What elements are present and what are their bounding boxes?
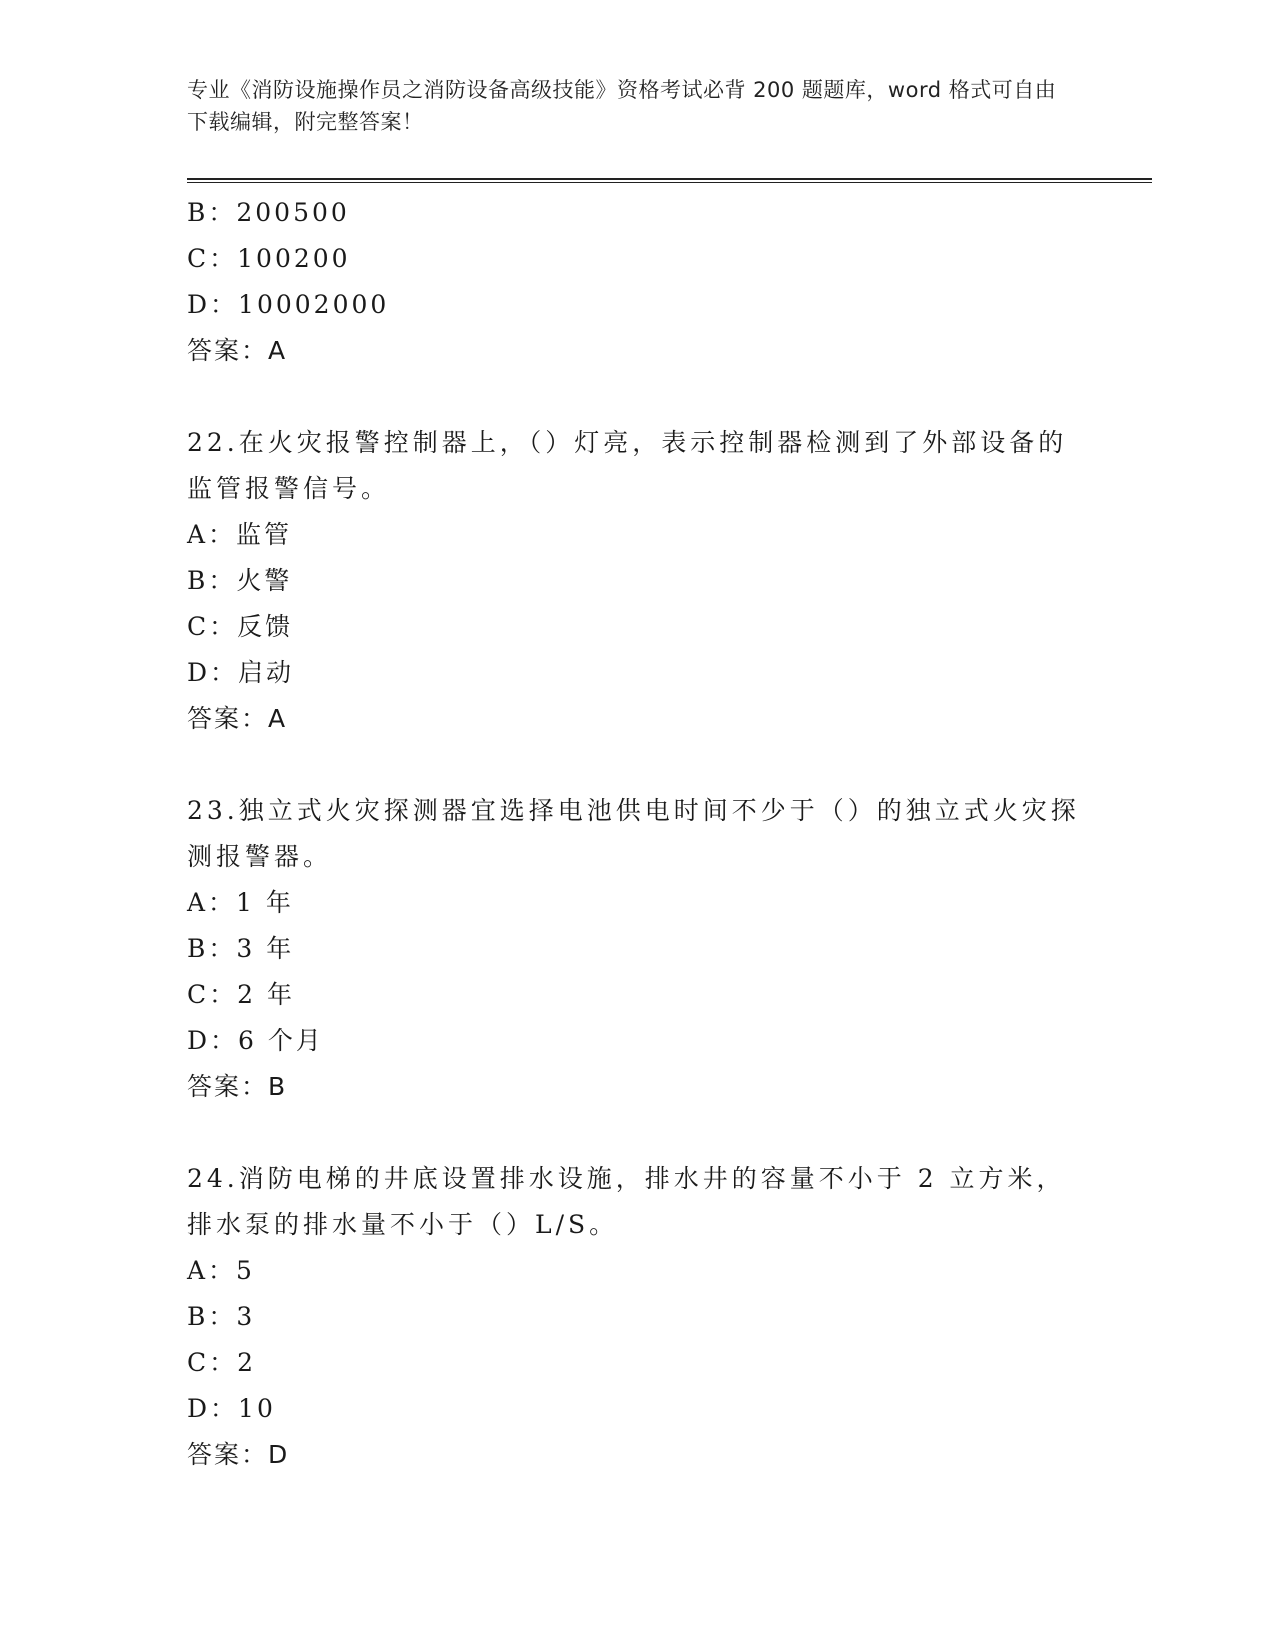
option-c: C：100200 [187, 244, 351, 273]
answer: 答案：A [187, 704, 288, 733]
question-stem: 23.独立式火灾探测器宜选择电池供电时间不少于（）的独立式火灾探测报警器。 [187, 796, 1080, 871]
question-24 [187, 1156, 1087, 1478]
question-22 [187, 420, 1087, 742]
question-list [187, 190, 1087, 1478]
option-b: B：3 [187, 1302, 256, 1331]
option-d: D：启动 [187, 658, 295, 687]
option-c: C：2 年 [187, 980, 295, 1009]
option-b: B：3 年 [187, 934, 295, 963]
question-stem: 22.在火灾报警控制器上，（）灯亮，表示控制器检测到了外部设备的监管报警信号。 [187, 428, 1068, 503]
option-a: A：5 [187, 1256, 255, 1285]
option-c: C：2 [187, 1348, 257, 1377]
option-d: D：10 [187, 1394, 276, 1423]
option-a: A：1 年 [187, 888, 294, 917]
option-d: D：6 个月 [187, 1026, 324, 1055]
option-b: B：火警 [187, 566, 293, 595]
option-c: C：反馈 [187, 612, 294, 641]
option-d: D：10002000 [187, 290, 390, 319]
question-23 [187, 788, 1087, 1110]
answer: 答案：D [187, 1440, 290, 1469]
page-header: 专业《消防设施操作员之消防设备高级技能》资格考试必背 200 题题库，word 格式可自由下载编辑，附完整答案！ [187, 78, 1057, 134]
question-stem: 24.消防电梯的井底设置排水设施，排水井的容量不小于 2 立方米，排水泵的排水量不小于（）L/S。 [187, 1164, 1066, 1239]
answer: 答案：A [187, 336, 288, 365]
option-b: B：200500 [187, 198, 350, 227]
header-rule [187, 178, 1152, 183]
previous-question-tail [187, 190, 1087, 374]
answer: 答案：B [187, 1072, 288, 1101]
option-a: A：监管 [187, 520, 293, 549]
